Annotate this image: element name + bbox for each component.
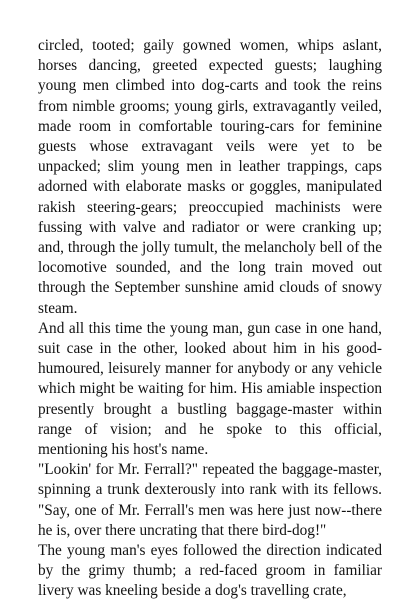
paragraph-station-scene: circled, tooted; gaily gowned women, whips aslant, horses dancing, greeted expected guests; laughing young men climbed into dog-carts and took the reins from nimble grooms; young girls, extravagantly veiled, made room in comfortable touring-cars for feminine guests whose extravagant veils were yet to be unpacked; slim young men in leather trappings, caps adorned with elaborate masks or goggles, manipulated rakish steering-gears; preoccupied machinists were fussing with valve and radiator or were cranking up; and, through the jolly tumult, the melancholy bell of the locomotive sounded, and the long train moved out through the September sunshine amid clouds of snowy steam. [38, 37, 382, 317]
paragraph-young-man-waiting: And all this time the young man, gun case in one hand, suit case in the other, looked about him in his good-humoured, leisurely manner for anybody or any vehicle which might be waiting for him. His amiable inspection presently brought a bustling baggage-master within range of vision; and he spoke to this official, mentioning his host's name. [38, 319, 382, 459]
paragraph-baggage-master-reply: "Lookin' for Mr. Ferrall?" repeated the baggage-master, spinning a trunk dexterously into rank with its fellows. "Say, one of Mr. Ferrall's men was here just now--there he is, over there uncrating that there bird-dog!" [38, 461, 382, 539]
book-page-text [38, 36, 382, 602]
paragraph-groom-crate: The young man's eyes followed the direction indicated by the grimy thumb; a red-faced groom in familiar livery was kneeling beside a dog's travelling crate, [38, 542, 382, 600]
